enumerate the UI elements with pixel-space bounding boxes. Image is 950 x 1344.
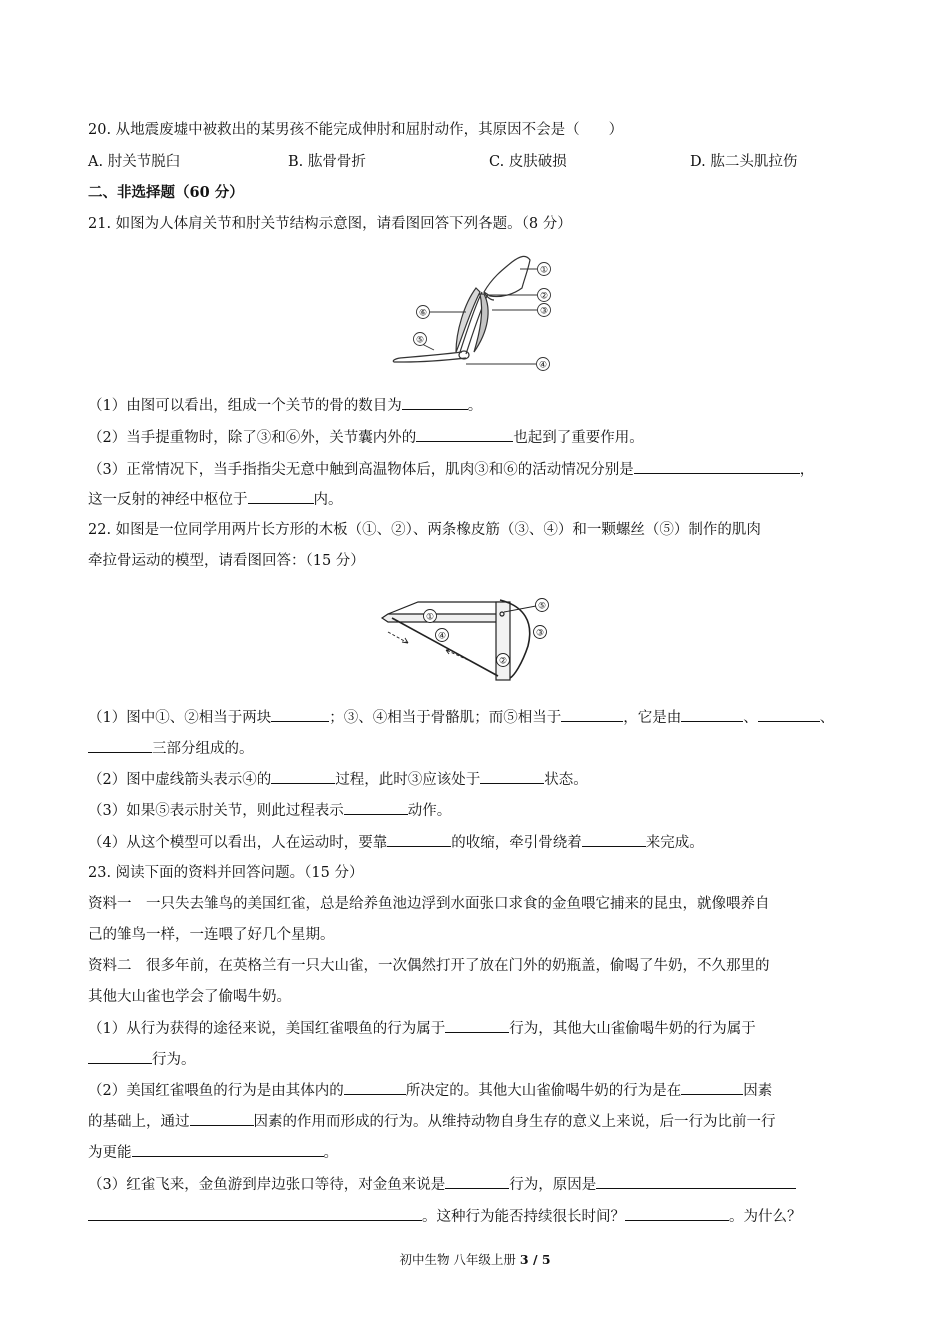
answer-blank[interactable]	[344, 1080, 406, 1095]
page-footer	[0, 1250, 950, 1268]
q22-stem-line2: 牵拉骨运动的模型，请看图回答：（15 分）	[88, 553, 365, 569]
answer-blank[interactable]	[402, 395, 468, 410]
q21-label-6: ⑥	[418, 308, 428, 319]
answer-blank[interactable]	[634, 459, 800, 474]
answer-blank[interactable]	[88, 1206, 422, 1221]
answer-blank[interactable]	[681, 707, 743, 722]
q23-stem: 23. 阅读下面的资料并回答问题。（15 分）	[88, 865, 364, 881]
q20-option-d: D. 肱二头肌拉伤	[690, 154, 798, 170]
q21-sub2: （2）当手提重物时，除了③和⑥外，关节囊内外的 也起到了重要作用。	[88, 427, 644, 448]
q22-label-4: ④	[437, 631, 447, 642]
footer-text: 初中生物 八年级上册	[399, 1252, 520, 1267]
q22-label-5: ⑤	[537, 601, 547, 612]
answer-blank[interactable]	[445, 1174, 509, 1189]
answer-blank[interactable]	[132, 1142, 324, 1157]
q21-sub1: （1）由图可以看出，组成一个关节的骨的数目为 。	[88, 395, 482, 416]
q23-material1-line2: 己的雏鸟一样，一连喂了好几个星期。	[88, 927, 335, 943]
muscle-model-diagram	[374, 590, 574, 685]
q21-label-5: ⑤	[415, 335, 425, 346]
answer-blank[interactable]	[582, 832, 646, 847]
q21-label-1: ①	[539, 265, 549, 276]
q23-sub3-cont: 。这种行为能否持续很长时间？ 。为什么？	[88, 1206, 802, 1227]
section-heading: 二、非选择题（60 分）	[88, 184, 244, 201]
q20-option-a: A. 肘关节脱臼	[88, 154, 181, 170]
q20-stem: 20. 从地震废墟中被救出的某男孩不能完成伸肘和屈肘动作，其原因不会是（ ）	[88, 122, 624, 138]
answer-blank[interactable]	[248, 489, 314, 504]
q23-sub2: （2）美国红雀喂鱼的行为是由其体内的 所决定的。其他大山雀偷喝牛奶的行为是在 因素	[88, 1080, 772, 1101]
q21-label-3: ③	[539, 306, 549, 317]
shoulder-elbow-diagram	[380, 248, 560, 378]
answer-blank[interactable]	[596, 1174, 796, 1189]
q23-sub3: （3）红雀飞来，金鱼游到岸边张口等待，对金鱼来说是 行为，原因是	[88, 1174, 796, 1195]
answer-blank[interactable]	[387, 832, 451, 847]
q22-sub3: （3）如果⑤表示肘关节，则此过程表示 动作。	[88, 800, 451, 821]
q22-sub1-cont: 三部分组成的。	[88, 738, 254, 759]
page-number: 3 / 5	[519, 1252, 551, 1267]
answer-blank[interactable]	[445, 1018, 509, 1033]
q21-sub3: （3）正常情况下，当手指指尖无意中触到高温物体后，肌肉③和⑥的活动情况分别是 ，	[88, 459, 814, 480]
answer-blank[interactable]	[416, 427, 513, 442]
q21-sub3-cont: 这一反射的神经中枢位于 内。	[88, 489, 343, 510]
answer-blank[interactable]	[681, 1080, 743, 1095]
q23-material2-line2: 其他大山雀也学会了偷喝牛奶。	[88, 989, 291, 1005]
answer-blank[interactable]	[88, 1049, 152, 1064]
q22-label-3: ③	[535, 628, 545, 639]
q23-sub2-cont: 的基础上，通过 因素的作用而形成的行为。从维持动物自身生存的意义上来说，后一行为比前一行	[88, 1111, 776, 1132]
q23-sub1: （1）从行为获得的途径来说，美国红雀喂鱼的行为属于 行为，其他大山雀偷喝牛奶的行为属于	[88, 1018, 756, 1039]
answer-blank[interactable]	[480, 769, 544, 784]
q20-option-b: B. 肱骨骨折	[288, 154, 366, 170]
q21-stem: 21. 如图为人体肩关节和肘关节结构示意图，请看图回答下列各题。（8 分）	[88, 216, 572, 232]
answer-blank[interactable]	[190, 1111, 254, 1126]
q22-sub2: （2）图中虚线箭头表示④的 过程，此时③应该处于 状态。	[88, 769, 588, 790]
q23-sub2-cont2: 为更能 。	[88, 1142, 338, 1163]
q22-label-2: ②	[498, 656, 508, 667]
answer-blank[interactable]	[625, 1206, 729, 1221]
answer-blank[interactable]	[271, 707, 329, 722]
q23-sub1-cont: 行为。	[88, 1049, 196, 1070]
q20-option-c: C. 皮肤破损	[489, 154, 567, 170]
q22-sub1: （1）图中①、②相当于两块 ；③、④相当于骨骼肌；而⑤相当于 ，它是由 、 、	[88, 707, 834, 728]
q23-material2-line1: 资料二 很多年前，在英格兰有一只大山雀，一次偶然打开了放在门外的奶瓶盖，偷喝了牛奶，不久那里的	[88, 958, 770, 974]
answer-blank[interactable]	[344, 800, 408, 815]
q22-label-1: ①	[425, 612, 435, 623]
q21-label-2: ②	[539, 291, 549, 302]
answer-blank[interactable]	[88, 738, 152, 753]
q22-sub4: （4）从这个模型可以看出，人在运动时，要靠 的收缩，牵引骨绕着 来完成。	[88, 832, 704, 853]
q22-stem-line1: 22. 如图是一位同学用两片长方形的木板（①、②）、两条橡皮筋（③、④）和一颗螺丝（⑤）制作的肌肉	[88, 522, 761, 538]
q21-label-4: ④	[538, 360, 548, 371]
q23-material1-line1: 资料一 一只失去雏鸟的美国红雀，总是给养鱼池边浮到水面张口求食的金鱼喂它捕来的昆虫，就像喂养自	[88, 896, 770, 912]
answer-blank[interactable]	[758, 707, 820, 722]
answer-blank[interactable]	[561, 707, 623, 722]
answer-blank[interactable]	[271, 769, 335, 784]
